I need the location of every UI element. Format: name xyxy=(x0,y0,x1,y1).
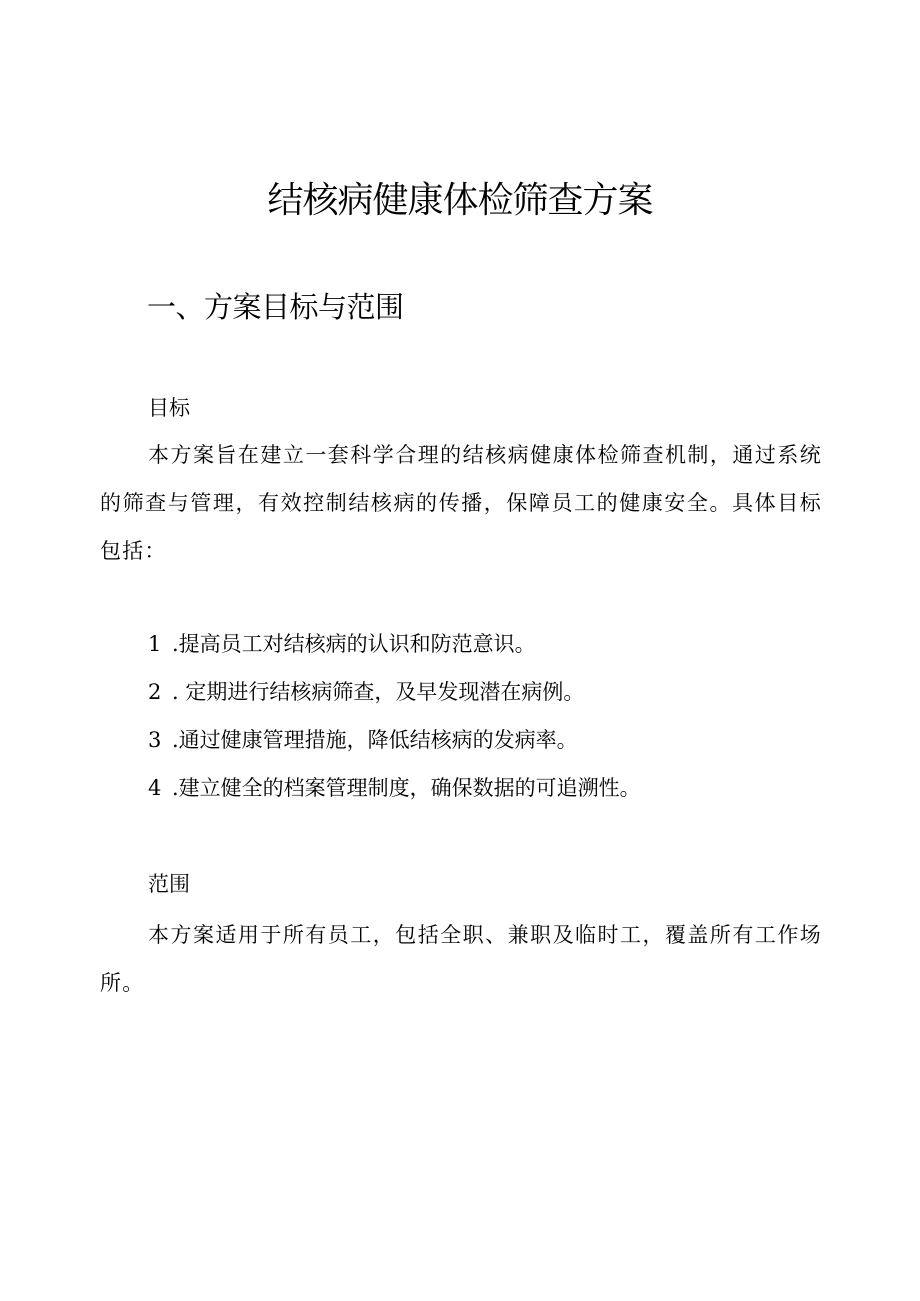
list-item-number: 1 xyxy=(148,632,162,656)
list-item-number: 4 xyxy=(148,776,162,800)
goal-subheading: 目标 xyxy=(148,396,190,420)
list-item-number: 3 xyxy=(148,728,162,752)
document-title: 结核病健康体检筛查方案 xyxy=(267,180,653,221)
list-item xyxy=(148,723,641,771)
list-item xyxy=(148,627,641,675)
list-item xyxy=(148,771,641,819)
list-item-text: .建立健全的档案管理制度，确保数据的可追溯性。 xyxy=(172,776,641,800)
section-heading: 一、方案目标与范围 xyxy=(147,290,404,324)
goal-list xyxy=(148,627,641,819)
list-item xyxy=(148,675,641,723)
scope-paragraph: 本方案适用于所有员工，包括全职、兼职及临时工，覆盖所有工作场所。 xyxy=(100,923,822,995)
list-item-text: .提高员工对结核病的认识和防范意识。 xyxy=(172,632,536,656)
list-item-number: 2 xyxy=(148,680,162,704)
list-item-text: .通过健康管理措施，降低结核病的发病率。 xyxy=(172,728,578,752)
list-item-text: . 定期进行结核病筛查，及早发现潜在病例。 xyxy=(172,680,585,704)
goal-intro-paragraph: 本方案旨在建立一套科学合理的结核病健康体检筛查机制，通过系统的筛查与管理，有效控制结核病的传播，保障员工的健康安全。具体目标包括： xyxy=(100,443,822,563)
scope-subheading: 范围 xyxy=(148,872,190,896)
